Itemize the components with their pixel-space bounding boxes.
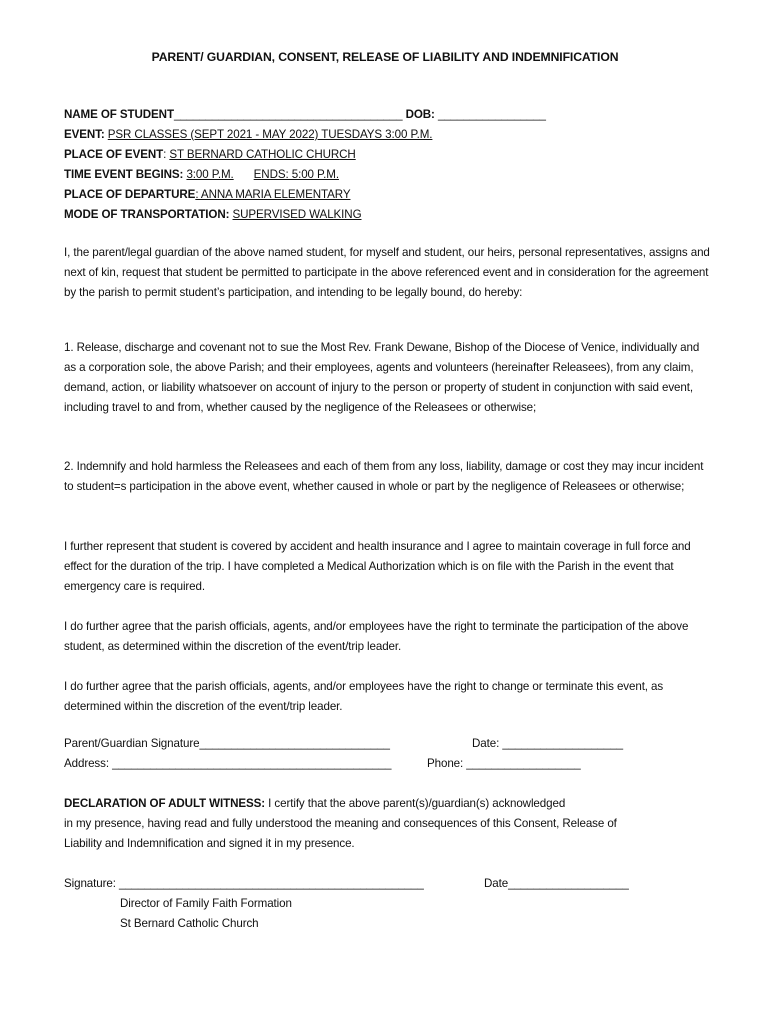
witness-heading: DECLARATION OF ADULT WITNESS: bbox=[64, 797, 266, 810]
indemnify-paragraph bbox=[64, 457, 712, 497]
witness-text-1: I certify that the above parent(s)/guardian(s) acknowledged bbox=[265, 797, 566, 810]
time-ends: ENDS: 5:00 P.M. bbox=[253, 168, 339, 181]
witness-line-1 bbox=[64, 797, 565, 810]
final-signature-blank[interactable]: ________________________________________________ bbox=[118, 877, 424, 890]
intro-text: I, the parent/legal guardian of the above named student, for myself and student, our heirs, personal representatives, assigns and next of kin, request that student be permitted to participate in the above referenced event and in consideration for the agreement by the parish to permit student’s participation, and intending to be legally bound, do hereby: bbox=[64, 246, 710, 299]
parent-date-row bbox=[472, 737, 623, 750]
dob-label: DOB: bbox=[405, 108, 435, 121]
event-label: EVENT: bbox=[64, 128, 105, 141]
terminate-event-text: I do further agree that the parish officials, agents, and/or employees have the right to change or terminate this event, as determined within the discretion of the event/trip leader. bbox=[64, 680, 664, 713]
time-row bbox=[64, 168, 339, 181]
insurance-paragraph bbox=[64, 537, 712, 597]
student-row bbox=[64, 108, 546, 121]
parent-date-label: Date: bbox=[472, 737, 500, 750]
parent-signature-row bbox=[64, 737, 390, 750]
church-name: St Bernard Catholic Church bbox=[120, 917, 259, 930]
address-row bbox=[64, 757, 391, 770]
transport-label: MODE OF TRANSPORTATION: bbox=[64, 208, 230, 221]
final-date-label: Date bbox=[484, 877, 509, 890]
final-date-blank[interactable]: ___________________ bbox=[508, 877, 629, 890]
event-value: PSR CLASSES (SEPT 2021 - MAY 2022) TUESDAYS 3:00 P.M. bbox=[107, 128, 433, 141]
terminate-participation-paragraph bbox=[64, 617, 712, 657]
intro-paragraph bbox=[64, 243, 712, 303]
parent-date-blank[interactable]: ___________________ bbox=[502, 737, 623, 750]
parent-signature-blank[interactable]: ______________________________ bbox=[199, 737, 390, 750]
release-paragraph bbox=[64, 338, 712, 418]
place-label: PLACE OF EVENT bbox=[64, 148, 164, 161]
place-value: ST BERNARD CATHOLIC CHURCH bbox=[169, 148, 356, 161]
address-blank[interactable]: ____________________________________________ bbox=[112, 757, 392, 770]
address-label: Address: bbox=[64, 757, 109, 770]
final-date-row bbox=[484, 877, 629, 890]
event-row bbox=[64, 128, 432, 141]
insurance-text: I further represent that student is covered by accident and health insurance and I agree to maintain coverage in full force and effect for the duration of the trip. I have completed a Medical Authorization which is on file with the Parish in the event that emergency care is required. bbox=[64, 540, 691, 593]
student-label: NAME OF STUDENT bbox=[64, 108, 174, 121]
witness-line-2: in my presence, having read and fully understood the meaning and consequences of this Consent, Release of bbox=[64, 817, 617, 830]
phone-label: Phone: bbox=[427, 757, 464, 770]
place-row: PLACE OF EVENT: ST BERNARD CATHOLIC CHURCH bbox=[64, 148, 356, 161]
departure-label: PLACE OF DEPARTURE bbox=[64, 188, 196, 201]
director-title: Director of Family Faith Formation bbox=[120, 897, 292, 910]
phone-row bbox=[427, 757, 581, 770]
transport-value: SUPERVISED WALKING bbox=[232, 208, 362, 221]
document-title: PARENT/ GUARDIAN, CONSENT, RELEASE OF LIABILITY AND INDEMNIFICATION bbox=[151, 50, 619, 64]
time-begins: 3:00 P.M. bbox=[186, 168, 234, 181]
departure-row bbox=[64, 188, 350, 201]
final-signature-row bbox=[64, 877, 424, 890]
transport-row bbox=[64, 208, 362, 221]
dob-blank: _________________ bbox=[437, 108, 546, 121]
departure-value: : ANNA MARIA ELEMENTARY bbox=[195, 188, 351, 201]
phone-blank[interactable]: __________________ bbox=[466, 757, 581, 770]
release-text: 1. Release, discharge and covenant not to sue the Most Rev. Frank Dewane, Bishop of the Diocese of Venice, individually and as a corporation sole, the above Parish; and their employees, agents and volunteers (hereinafter Releasees), from any claim, demand, action, or liability whatsoever on account of injury to the person or property of student in conjunction with said event, including travel to and from, whether caused by the negligence of the Releasees or otherwise; bbox=[64, 341, 700, 414]
terminate-participation-text: I do further agree that the parish officials, agents, and/or employees have the right to terminate the participation of the above student, as determined within the discretion of the event/trip leader. bbox=[64, 620, 689, 653]
witness-line-3: Liability and Indemnification and signed it in my presence. bbox=[64, 837, 355, 850]
parent-signature-label: Parent/Guardian Signature bbox=[64, 737, 200, 750]
terminate-event-paragraph bbox=[64, 677, 712, 717]
indemnify-text: 2. Indemnify and hold harmless the Releasees and each of them from any loss, liability, damage or cost they may incur incident to student=s participation in the above event, whether caused in whole or part by the negligence of Releasees or otherwise; bbox=[64, 460, 704, 493]
time-label: TIME EVENT BEGINS: bbox=[64, 168, 184, 181]
final-signature-label: Signature: bbox=[64, 877, 116, 890]
student-blank: ____________________________________ bbox=[173, 108, 403, 121]
